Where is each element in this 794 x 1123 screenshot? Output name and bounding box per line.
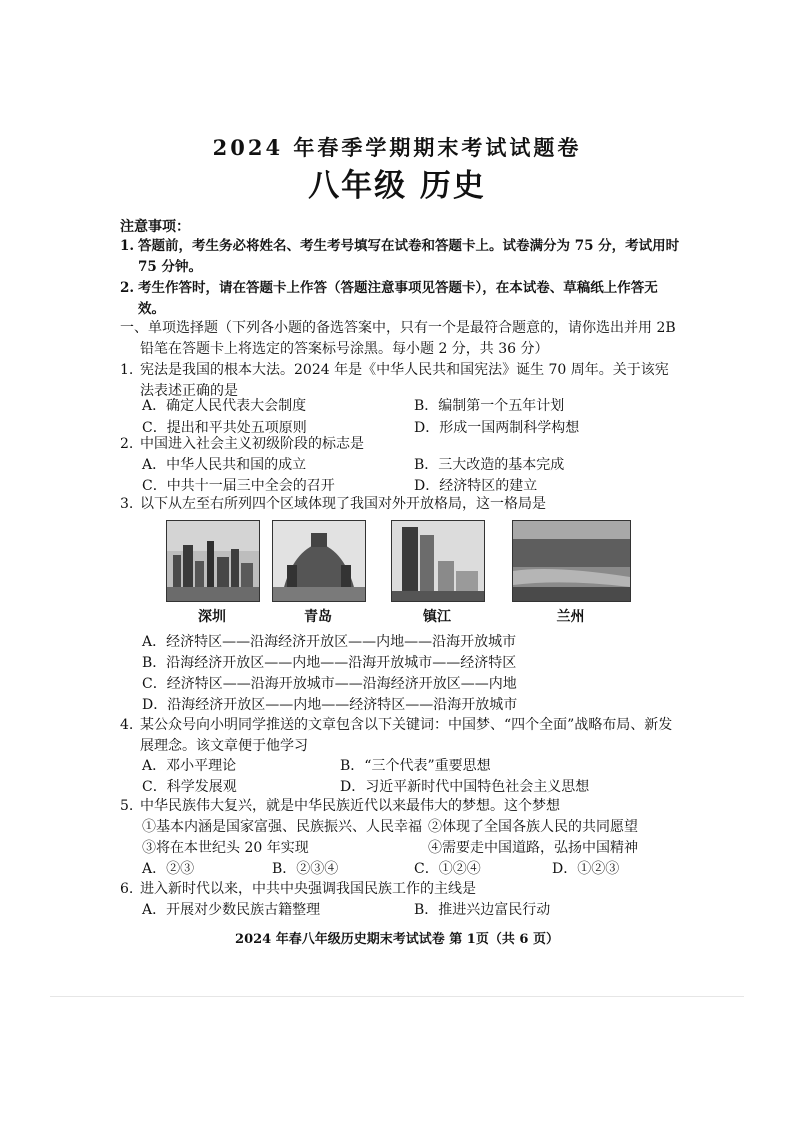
caption-shenzhen: 深圳 [198,609,226,625]
city-skyline-image [167,521,259,601]
option-d: D．经济特区的建立 [414,478,538,494]
question-4 [120,715,680,757]
option-d: D．①②③ [552,861,620,877]
notice-item-2 [120,278,680,320]
option-b: B．“三个代表”重要思想 [340,758,491,774]
notice-number: 2. [120,280,135,296]
statement-3: ③将在本世纪头 20 年实现 [142,840,309,856]
option-c: C．科学发展观 [142,779,237,795]
question-number: 6. [120,881,134,897]
notice-text: 答题前，考生务必将姓名、考生考号填写在试卷和答题卡上。试卷满分为 75 分，考试用时 75 分钟。 [138,238,680,275]
caption-lanzhou: 兰州 [556,609,585,625]
section-heading-line1: 一、单项选择题（下列各小题的备选答案中，只有一个是最符合题意的，请你选出并用 2B [120,320,676,336]
option-d: D．沿海经济开放区——内地——经济特区——沿海开放城市 [142,697,518,713]
photo-shenzhen [166,520,260,602]
question-text: 中华民族伟大复兴，就是中华民族近代以来最伟大的梦想。这个梦想 [140,798,560,814]
page-footer: 2024 年春八年级历史期末考试试卷 第 1页（共 6 页） [235,932,559,947]
option-b: B．沿海经济开放区——内地——沿海开放城市——经济特区 [142,655,517,671]
question-text: 以下从左至右所列四个区域体现了我国对外开放格局，这一格局是 [140,496,546,512]
statement-2: ②体现了全国各族人民的共同愿望 [428,819,638,835]
question-text: 宪法是我国的根本大法。2024 年是《中华人民共和国宪法》诞生 70 周年。关于该宪法表述正确的是 [140,362,669,399]
option-b: B．编制第一个五年计划 [414,398,565,414]
exam-subtitle: 八年级 历史 [308,168,486,204]
photo-zhenjiang [391,520,485,602]
statement-1: ①基本内涵是国家富强、民族振兴、人民幸福 [142,819,422,835]
question-3 [120,494,680,515]
caption-zhenjiang: 镇江 [423,609,451,625]
option-d: D．形成一国两制科学构想 [414,420,580,436]
page-divider [50,996,744,997]
option-b: B．②③④ [272,861,339,877]
option-d: D．习近平新时代中国特色社会主义思想 [340,779,590,795]
notice-heading: 注意事项： [120,219,190,235]
option-b: B．推进兴边富民行动 [414,902,551,918]
photo-lanzhou [512,520,631,602]
option-a: A．中华人民共和国的成立 [142,457,307,473]
option-c: C．提出和平共处五项原则 [142,420,307,436]
building-image [273,521,365,601]
question-5 [120,796,680,817]
option-b: B．三大改造的基本完成 [414,457,565,473]
question-number: 5. [120,798,134,814]
option-c: C．经济特区——沿海开放城市——沿海经济开放区——内地 [142,676,517,692]
question-number: 2. [120,436,134,452]
question-number: 4. [120,717,134,733]
option-c: C．①②④ [414,861,481,877]
question-text: 某公众号向小明同学推送的文章包含以下关键词：中国梦、“四个全面”战略布局、新发展理念。该文章便于他学习 [140,717,673,754]
river-city-image [513,521,630,601]
section-heading [120,318,680,360]
option-a: A．经济特区——沿海经济开放区——内地——沿海开放城市 [142,634,517,650]
notice-text: 考生作答时，请在答题卡上作答（答题注意事项见答题卡），在本试卷、草稿纸上作答无效。 [138,280,658,317]
question-number: 1. [120,362,134,378]
option-a: A．②③ [142,861,195,877]
option-a: A．开展对少数民族古籍整理 [142,902,321,918]
tower-image [392,521,484,601]
caption-qingdao: 青岛 [304,609,332,625]
photo-qingdao [272,520,366,602]
question-2 [120,434,680,455]
notice-number: 1. [120,238,135,254]
exam-title: 2024 年春季学期期末考试试题卷 [212,135,582,160]
question-text: 进入新时代以来，中共中央强调我国民族工作的主线是 [140,881,476,897]
question-number: 3. [120,496,134,512]
section-heading-line2: 铅笔在答题卡上将选定的答案标号涂黑。每小题 2 分，共 36 分） [140,341,549,357]
option-c: C．中共十一届三中全会的召开 [142,478,335,494]
statement-4: ④需要走中国道路，弘扬中国精神 [428,840,638,856]
question-6 [120,879,680,900]
option-a: A．邓小平理论 [142,758,237,774]
question-text: 中国进入社会主义初级阶段的标志是 [140,436,364,452]
option-a: A．确定人民代表大会制度 [142,398,307,414]
notice-item-1 [120,236,680,278]
